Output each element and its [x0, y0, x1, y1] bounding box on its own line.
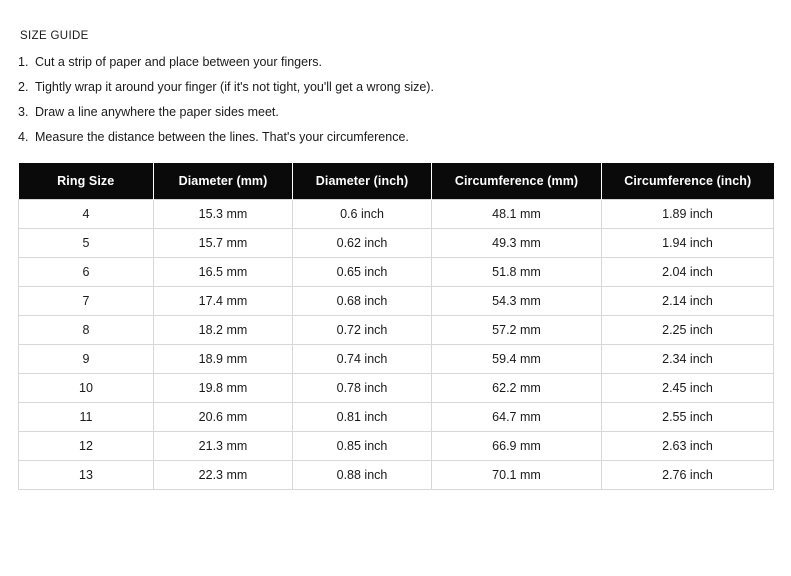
cell-circumference-mm: 57.2 mm [432, 315, 602, 344]
cell-circumference-mm: 54.3 mm [432, 286, 602, 315]
page-title: SIZE GUIDE [20, 30, 89, 42]
cell-diameter-inch: 0.85 inch [293, 431, 432, 460]
column-header-circumference-mm: Circumference (mm) [432, 163, 602, 200]
cell-diameter-inch: 0.81 inch [293, 402, 432, 431]
cell-ring-size: 5 [19, 228, 154, 257]
column-header-ring-size: Ring Size [19, 163, 154, 200]
cell-circumference-mm: 49.3 mm [432, 228, 602, 257]
cell-diameter-mm: 21.3 mm [154, 431, 293, 460]
cell-circumference-inch: 2.76 inch [602, 460, 774, 489]
cell-ring-size: 6 [19, 257, 154, 286]
list-item [18, 129, 773, 146]
table-row [19, 431, 774, 460]
cell-diameter-mm: 18.2 mm [154, 315, 293, 344]
cell-diameter-mm: 20.6 mm [154, 402, 293, 431]
list-item [18, 104, 773, 121]
cell-ring-size: 12 [19, 431, 154, 460]
cell-circumference-mm: 48.1 mm [432, 199, 602, 228]
cell-diameter-inch: 0.62 inch [293, 228, 432, 257]
cell-circumference-inch: 2.25 inch [602, 315, 774, 344]
cell-circumference-mm: 66.9 mm [432, 431, 602, 460]
step-number: 1. [18, 55, 29, 69]
table-row [19, 228, 774, 257]
column-header-circumference-inch: Circumference (inch) [602, 163, 774, 200]
cell-ring-size: 10 [19, 373, 154, 402]
cell-circumference-mm: 51.8 mm [432, 257, 602, 286]
table-header-row [19, 163, 774, 200]
table-header [19, 163, 774, 200]
table-row [19, 373, 774, 402]
cell-diameter-inch: 0.65 inch [293, 257, 432, 286]
instruction-list [18, 54, 773, 146]
cell-ring-size: 13 [19, 460, 154, 489]
cell-ring-size: 4 [19, 199, 154, 228]
cell-diameter-inch: 0.72 inch [293, 315, 432, 344]
list-item [18, 79, 773, 96]
cell-diameter-mm: 16.5 mm [154, 257, 293, 286]
list-item [18, 54, 773, 71]
cell-diameter-inch: 0.78 inch [293, 373, 432, 402]
cell-circumference-mm: 59.4 mm [432, 344, 602, 373]
cell-diameter-inch: 0.68 inch [293, 286, 432, 315]
table-row [19, 344, 774, 373]
step-text: Draw a line anywhere the paper sides meet. [35, 104, 279, 119]
cell-diameter-mm: 17.4 mm [154, 286, 293, 315]
step-text: Measure the distance between the lines. That's your circumference. [35, 129, 409, 144]
cell-diameter-inch: 0.74 inch [293, 344, 432, 373]
step-number: 3. [18, 104, 29, 119]
cell-circumference-inch: 2.34 inch [602, 344, 774, 373]
step-text: Tightly wrap it around your finger (if it's not tight, you'll get a wrong size). [35, 79, 434, 94]
cell-diameter-mm: 18.9 mm [154, 344, 293, 373]
table-row [19, 257, 774, 286]
column-header-diameter-inch: Diameter (inch) [293, 163, 432, 200]
cell-circumference-inch: 1.94 inch [602, 228, 774, 257]
cell-circumference-inch: 1.89 inch [602, 199, 774, 228]
step-number: 4. [18, 129, 29, 144]
cell-circumference-inch: 2.14 inch [602, 286, 774, 315]
cell-circumference-mm: 62.2 mm [432, 373, 602, 402]
table-row [19, 315, 774, 344]
table-row [19, 199, 774, 228]
column-header-diameter-mm: Diameter (mm) [154, 163, 293, 200]
cell-diameter-inch: 0.6 inch [293, 199, 432, 228]
cell-circumference-inch: 2.04 inch [602, 257, 774, 286]
cell-circumference-inch: 2.55 inch [602, 402, 774, 431]
cell-ring-size: 7 [19, 286, 154, 315]
cell-circumference-mm: 70.1 mm [432, 460, 602, 489]
cell-diameter-mm: 19.8 mm [154, 373, 293, 402]
cell-circumference-inch: 2.45 inch [602, 373, 774, 402]
cell-ring-size: 11 [19, 402, 154, 431]
table-row [19, 286, 774, 315]
step-number: 2. [18, 79, 29, 94]
step-text: Cut a strip of paper and place between your fingers. [35, 55, 322, 69]
table-row [19, 460, 774, 489]
cell-diameter-mm: 22.3 mm [154, 460, 293, 489]
ring-size-table [18, 163, 774, 490]
table-row [19, 402, 774, 431]
cell-diameter-mm: 15.3 mm [154, 199, 293, 228]
cell-ring-size: 9 [19, 344, 154, 373]
cell-ring-size: 8 [19, 315, 154, 344]
cell-diameter-mm: 15.7 mm [154, 228, 293, 257]
cell-circumference-mm: 64.7 mm [432, 402, 602, 431]
table-body [19, 199, 774, 489]
cell-diameter-inch: 0.88 inch [293, 460, 432, 489]
cell-circumference-inch: 2.63 inch [602, 431, 774, 460]
